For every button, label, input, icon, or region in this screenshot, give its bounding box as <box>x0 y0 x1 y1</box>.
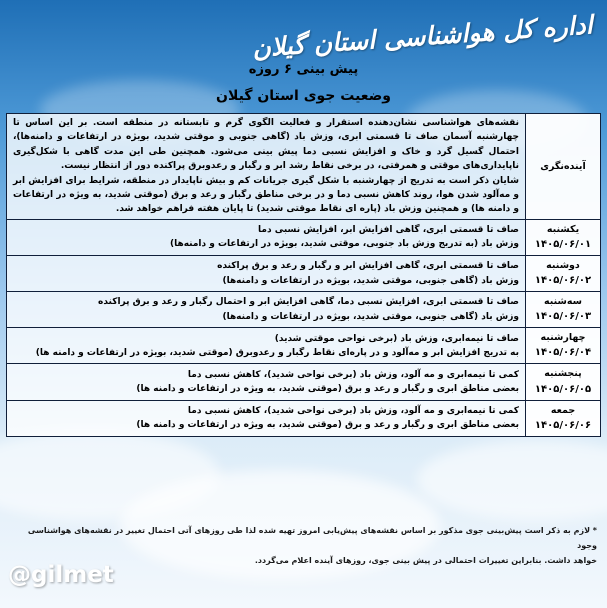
table-row-outlook <box>7 114 601 220</box>
table-row <box>7 328 601 364</box>
table-row <box>7 292 601 328</box>
cloud-decoration <box>417 440 607 520</box>
day-forecast <box>7 328 526 364</box>
forecast-line: به تدریج افزایش ابر و مه‌آلود و در پاره‌ای نقاط رگبار و رعدوبرق (موقتی شدید، بویژه در ارتفاعات و دامنه ها) <box>35 347 519 358</box>
day-cell <box>526 255 601 291</box>
day-name: سه‌شنبه <box>544 296 582 308</box>
footnote-line: * لازم به ذکر است پیش‌بینی جوی مذکور بر اساس نقشه‌های پیش‌یابی امروز تهیه شده لذا طی روزهای آتی احتمال تغییر در نقشه‌های هواشناسی وجود <box>27 526 597 551</box>
day-forecast <box>7 219 526 255</box>
outlook-label: آینده‌نگری <box>540 160 586 172</box>
forecast-line: وزش باد (به تدریج وزش باد جنوبی، موقتی شدید، بویژه در ارتفاعات و دامنه‌ها) <box>169 239 519 250</box>
day-cell <box>526 364 601 400</box>
footnote-line: خواهد داشت. بنابراین تغییرات احتمالی در پیش بینی جوی، روزهای آینده اعلام می‌گردد. <box>254 556 597 566</box>
forecast-line: بعضی مناطق ابری و رگبار و رعد و برق (موقتی شدید، به ویژه در ارتفاعات و دامنه ها) <box>136 384 519 395</box>
day-forecast <box>7 292 526 328</box>
day-name: پنجشنبه <box>544 368 582 380</box>
forecast-line: کمی تا نیمه‌ابری و مه آلود، وزش باد (برخی نواحی شدید)، کاهش نسبی دما <box>187 405 519 416</box>
day-date: ۱۴۰۵/۰۶/۰۴ <box>534 347 592 359</box>
day-cell <box>526 328 601 364</box>
table-row <box>7 255 601 291</box>
day-name: چهارشنبه <box>540 332 586 344</box>
page-subtitle: وضعیت جوی استان گیلان <box>216 88 391 104</box>
day-forecast <box>7 400 526 436</box>
day-date: ۱۴۰۵/۰۶/۰۶ <box>534 419 592 431</box>
social-handle: @gilmet <box>8 562 114 588</box>
forecast-line: کمی تا نیمه‌ابری و مه آلود، وزش باد (برخی نواحی شدید)، کاهش نسبی دما <box>187 369 519 380</box>
forecast-line: وزش باد (گاهی جنوبی، موقتی شدید، بویژه در ارتفاعات و دامنه‌ها) <box>222 275 519 286</box>
day-cell <box>526 292 601 328</box>
day-name: جمعه <box>550 404 576 416</box>
day-date: ۱۴۰۵/۰۶/۰۵ <box>534 383 592 395</box>
outlook-paragraph-1: نقشه‌های هواشناسی نشان‌دهنده استقرار و فعالیت الگوی گرم و تابستانه در منطقه است. بر این اساس تا چهارشنبه آسمان صاف تا قسمتی ابری، وزش باد (گاهی جنوبی و موقتی شدید، بویژه در ارتفاعات و دامنه‌ها)، احتمال گسیل گرد و خاک و افزایش نسبی دما پیش بینی می‌شود. همچنین طی این مدت گاهی با شکل‌گیری ناپایداری‌های موقتی و همرفتی، در برخی نقاط رشد ابر و رگبار و رعدوبرق پراکنده دور از انتظار نیست. <box>13 118 519 172</box>
outlook-label-cell <box>526 114 601 220</box>
forecast-line: وزش باد (گاهی جنوبی، موقتی شدید، بویژه در ارتفاعات و دامنه‌ها) <box>222 311 519 322</box>
forecast-line: صاف تا قسمتی ابری، افزایش نسبی دما، گاهی افزایش ابر و احتمال رگبار و رعد و برق پراکنده <box>98 297 519 308</box>
day-cell <box>526 219 601 255</box>
forecast-line: صاف تا نیمه‌ابری، وزش باد (برخی نواحی موقتی شدید) <box>274 333 519 344</box>
day-date: ۱۴۰۵/۰۶/۰۳ <box>534 311 592 323</box>
forecast-line: بعضی مناطق ابری و رگبار و رعد و برق (موقتی شدید، به ویژه در ارتفاعات و دامنه ها) <box>136 420 519 431</box>
organization-title: اداره کل هواشناسی استان گیلان <box>251 10 594 63</box>
table-row <box>7 219 601 255</box>
day-date: ۱۴۰۵/۰۶/۰۱ <box>534 238 592 250</box>
day-name: دوشنبه <box>546 259 580 271</box>
day-forecast <box>7 255 526 291</box>
outlook-text-cell <box>7 114 526 220</box>
day-cell <box>526 400 601 436</box>
forecast-line: صاف تا قسمتی ابری، گاهی افزایش ابر، افزایش نسبی دما <box>258 224 519 235</box>
day-name: یکشنبه <box>546 223 580 235</box>
page-title: پیش بینی ۶ روزه <box>248 62 359 77</box>
forecast-table <box>6 113 601 437</box>
forecast-line: صاف تا قسمتی ابری، گاهی افزایش ابر و رگبار و رعد و برق پراکنده <box>217 261 519 272</box>
day-forecast <box>7 364 526 400</box>
table-row <box>7 364 601 400</box>
outlook-paragraph-2: شایان ذکر است به تدریج از چهارشنبه با شکل گیری جریانات کم و بیش ناپایدار در منطقه، شرایط برای افزایش ابر و مه‌آلود شدن هوا، روند کاهش نسبی دما و در برخی مناطق رگبار و رعد و برق (موقتی شدید، به ویژه در ارتفاعات و دامنه ها) و همچنین وزش باد (پاره ای نقاط موقتی شدید) تا پایان هفته فراهم خواهد شد. <box>13 175 519 215</box>
day-date: ۱۴۰۵/۰۶/۰۲ <box>534 275 592 287</box>
table-row <box>7 400 601 436</box>
